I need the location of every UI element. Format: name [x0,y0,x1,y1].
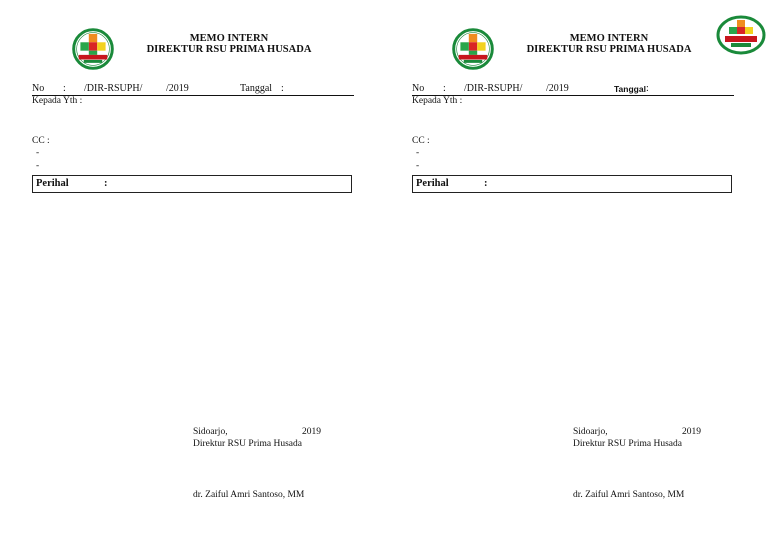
memo-number: /DIR-RSUPH/ [84,83,143,94]
title-line-1: MEMO INTERN [569,33,649,44]
memo-year: /2019 [546,83,569,94]
sign-position: Direktur RSU Prima Husada [573,439,682,449]
cc-block [412,136,430,173]
sign-place: Sidoarjo, [193,427,228,437]
date-colon: : [646,83,649,94]
recipient-label: Kepada Yth : [32,96,83,106]
subject-colon: : [104,178,108,189]
subject-box [32,175,352,193]
hospital-logo-icon [452,28,494,70]
sign-year: 2019 [682,427,701,437]
no-label: No [412,83,425,94]
cc-item: - [36,148,40,158]
cc-block [32,136,50,173]
cc-item: - [416,148,420,158]
memo-number-row [412,83,734,96]
sign-name: dr. Zaiful Amri Santoso, MM [573,490,685,500]
date-label: Tanggal [614,84,646,94]
recipient-label: Kepada Yth : [412,96,463,106]
memo-number-row [32,83,354,96]
sign-place-date [573,427,701,438]
subject-label: Perihal [36,178,69,189]
cc-item: - [416,161,420,171]
sign-position: Direktur RSU Prima Husada [193,439,302,449]
sign-name: dr. Zaiful Amri Santoso, MM [193,490,305,500]
no-label: No [32,83,45,94]
memo-title [124,33,334,55]
sign-place-date [193,427,321,438]
memo-title [504,33,714,55]
date-colon: : [281,83,284,94]
memo-left [24,0,354,543]
sign-place: Sidoarjo, [573,427,608,437]
memo-right [404,0,734,543]
subject-colon: : [484,178,488,189]
title-line-1: MEMO INTERN [189,33,269,44]
cc-label: CC : [412,136,430,146]
subject-label: Perihal [416,178,449,189]
hospital-logo-icon [72,28,114,70]
memo-year: /2019 [166,83,189,94]
title-line-2: DIREKTUR RSU PRIMA HUSADA [146,44,312,55]
title-line-2: DIREKTUR RSU PRIMA HUSADA [526,44,692,55]
cc-label: CC : [32,136,50,146]
no-colon: : [443,83,446,94]
subject-box [412,175,732,193]
no-colon: : [63,83,66,94]
date-label: Tanggal [240,83,273,94]
cc-item: - [36,161,40,171]
corner-logo-icon [716,15,766,55]
memo-number: /DIR-RSUPH/ [464,83,523,94]
sign-year: 2019 [302,427,321,437]
